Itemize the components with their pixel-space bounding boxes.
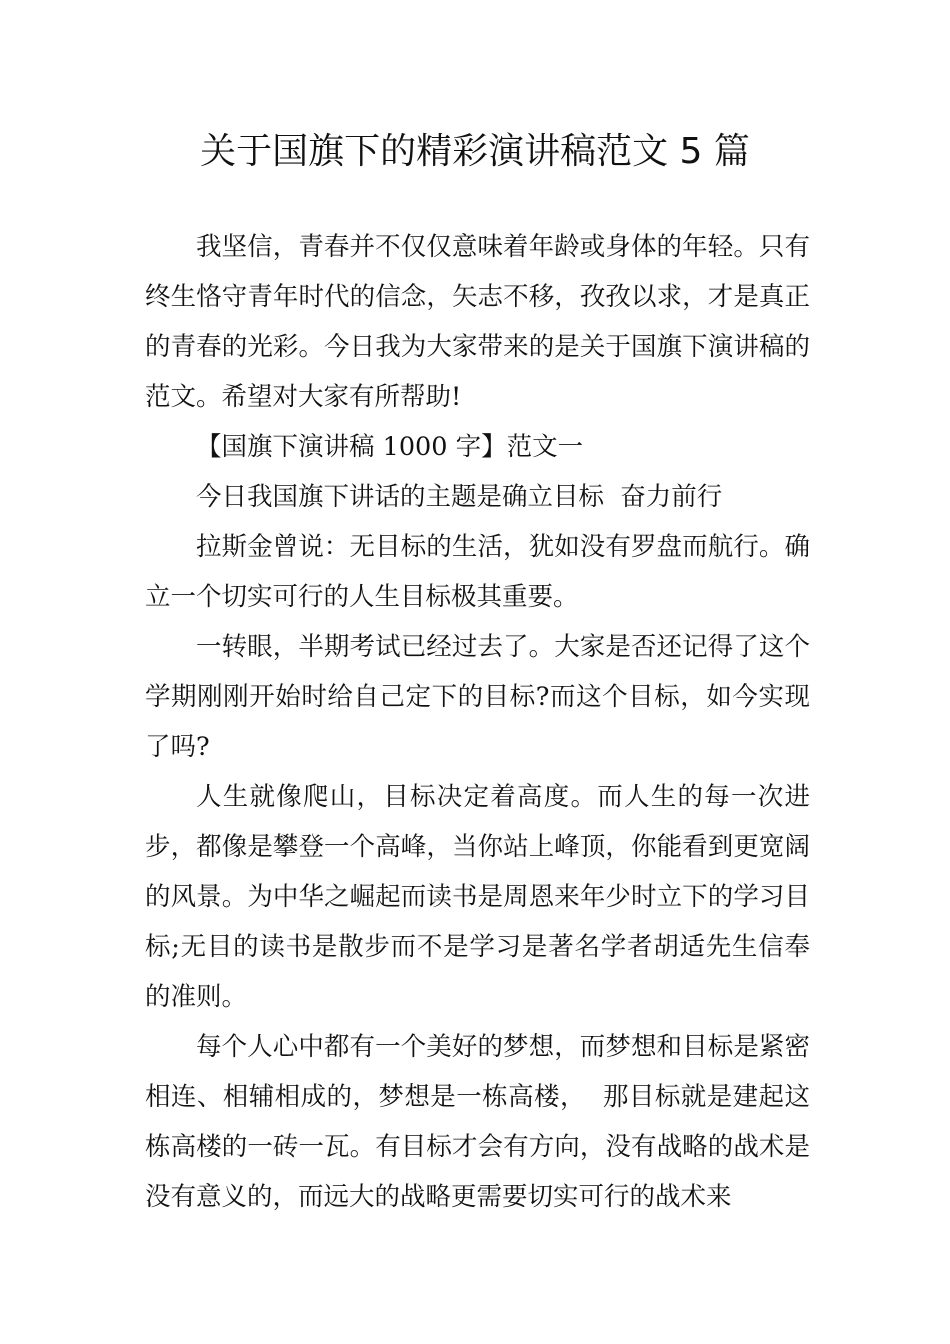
paragraph-midterm: 一转眼，半期考试已经过去了。大家是否还记得了这个学期刚刚开始时给自己定下的目标?而这个目标，如今实现了吗? <box>145 632 810 762</box>
paragraph-mountain: 人生就像爬山，目标决定着高度。而人生的每一次进步，都像是攀登一个高峰，当你站上峰顶，你能看到更宽阔的风景。为中华之崛起而读书是周恩来年少时立下的学习目标;无目的读书是散步而不是学习是著名学者胡适先生信奉的准则。 <box>145 782 810 1012</box>
paragraph-speech-topic: 今日我国旗下讲话的主题是确立目标 奋力前行 <box>196 482 723 512</box>
document-title: 关于国旗下的精彩演讲稿范文 5 篇 <box>200 131 750 172</box>
paragraph-dream: 每个人心中都有一个美好的梦想，而梦想和目标是紧密相连、相辅相成的，梦想是一栋高楼， 那目标就是建起这栋高楼的一砖一瓦。有目标才会有方向，没有战略的战术是没有意义的，而远大的战略更需要切实可行的战术来 <box>145 1032 810 1212</box>
paragraph-section-heading: 【国旗下演讲稿 1000 字】范文一 <box>196 432 584 462</box>
paragraph-ruskin-quote: 拉斯金曾说：无目标的生活，犹如没有罗盘而航行。确立一个切实可行的人生目标极其重要。 <box>145 532 810 612</box>
paragraph-intro: 我坚信，青春并不仅仅意味着年龄或身体的年轻。只有终生恪守青年时代的信念，矢志不移，孜孜以求，才是真正的青春的光彩。今日我为大家带来的是关于国旗下演讲稿的范文。希望对大家有所帮助! <box>145 232 810 412</box>
document-body <box>145 222 810 1222</box>
